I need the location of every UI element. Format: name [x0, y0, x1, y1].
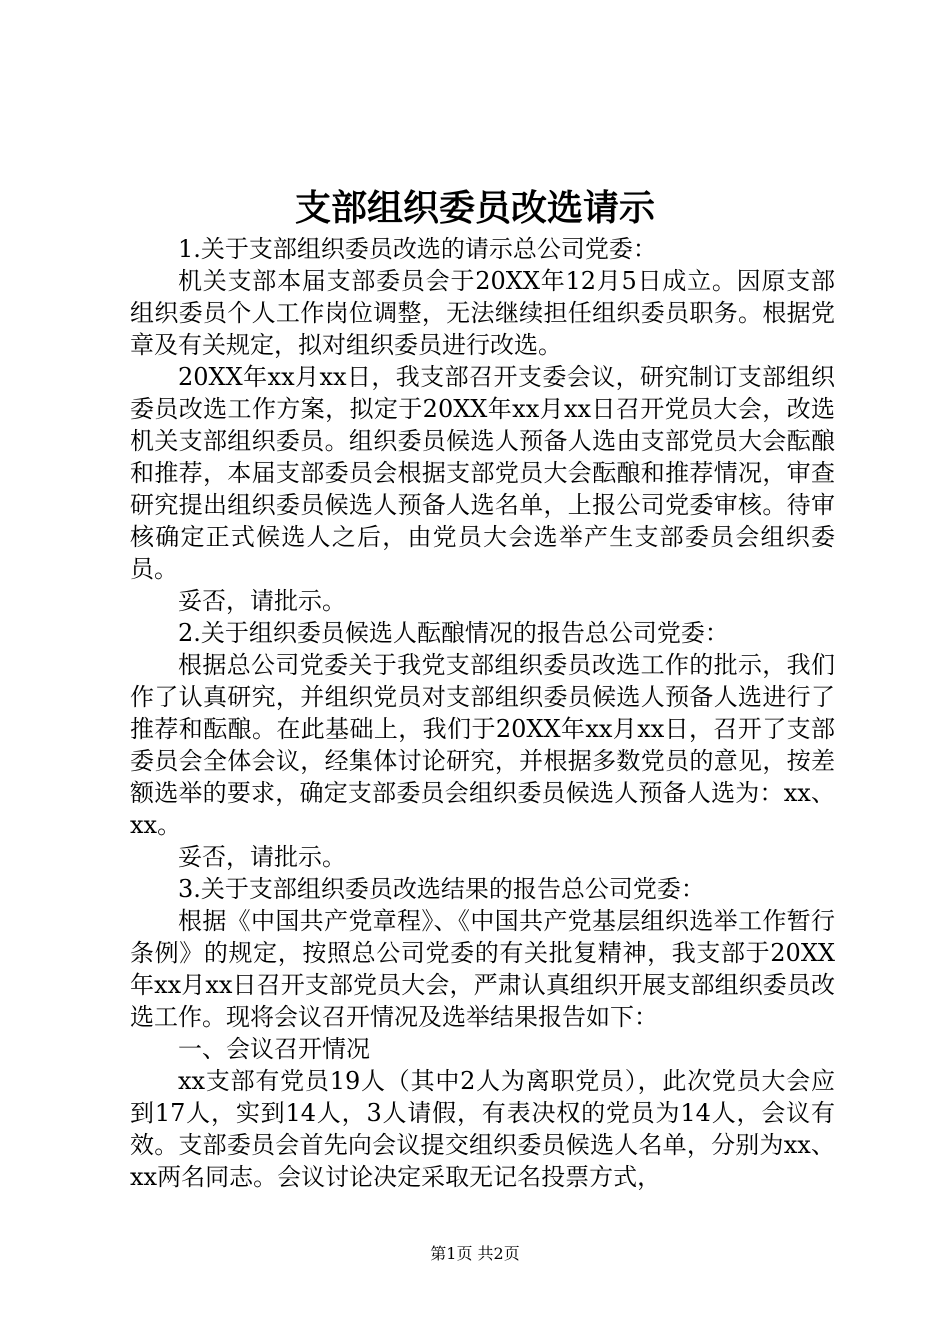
paragraph: 机关支部本届支部委员会于20XX年12月5日成立。因原支部组织委员个人工作岗位调整，无法继续担任组织委员职务。根据党章及有关规定，拟对组织委员进行改选。 [130, 267, 835, 359]
paragraph: 根据《中国共产党章程》、《中国共产党基层组织选举工作暂行条例》的规定，按照总公司党委的有关批复精神，我支部于20XX年xx月xx日召开支部党员大会，严肃认真组织开展支部组织委员改选工作。现将会议召开情况及选举结果报告如下： [130, 907, 835, 1031]
document-body [130, 233, 835, 1193]
paragraph: 2.关于组织委员候选人酝酿情况的报告总公司党委： [178, 619, 729, 647]
paragraph: 妥否，请批示。 [178, 587, 346, 615]
paragraph: 20XX年xx月xx日，我支部召开支委会议，研究制订支部组织委员改选工作方案，拟定于20XX年xx月xx日召开党员大会，改选机关支部组织委员。组织委员候选人预备人选由支部党员大会酝酿和推荐，本届支部委员会根据支部党员大会酝酿和推荐情况，审查研究提出组织委员候选人预备人选名单，上报公司党委审核。待审核确定正式候选人之后，由党员大会选举产生支部委员会组织委员。 [130, 363, 835, 583]
page-footer: 第1页 共2页 [430, 1244, 520, 1263]
paragraph: 妥否，请批示。 [178, 843, 346, 871]
paragraph: 一、会议召开情况 [178, 1035, 370, 1063]
paragraph: 3.关于支部组织委员改选结果的报告总公司党委： [178, 875, 705, 903]
paragraph: 1.关于支部组织委员改选的请示总公司党委： [178, 235, 657, 263]
page-title: 支部组织委员改选请示 [294, 187, 655, 229]
paragraph: xx支部有党员19人（其中2人为离职党员），此次党员大会应到17人，实到14人，3人请假，有表决权的党员为14人，会议有效。支部委员会首先向会议提交组织委员候选人名单，分别为xx、xx两名同志。会议讨论决定采取无记名投票方式， [130, 1067, 835, 1191]
paragraph: 根据总公司党委关于我党支部组织委员改选工作的批示，我们作了认真研究，并组织党员对支部组织委员候选人预备人选进行了推荐和酝酿。在此基础上，我们于20XX年xx月xx日，召开了支部委员会全体会议，经集体讨论研究，并根据多数党员的意见，按差额选举的要求，确定支部委员会组织委员候选人预备人选为：xx、xx。 [130, 651, 835, 839]
